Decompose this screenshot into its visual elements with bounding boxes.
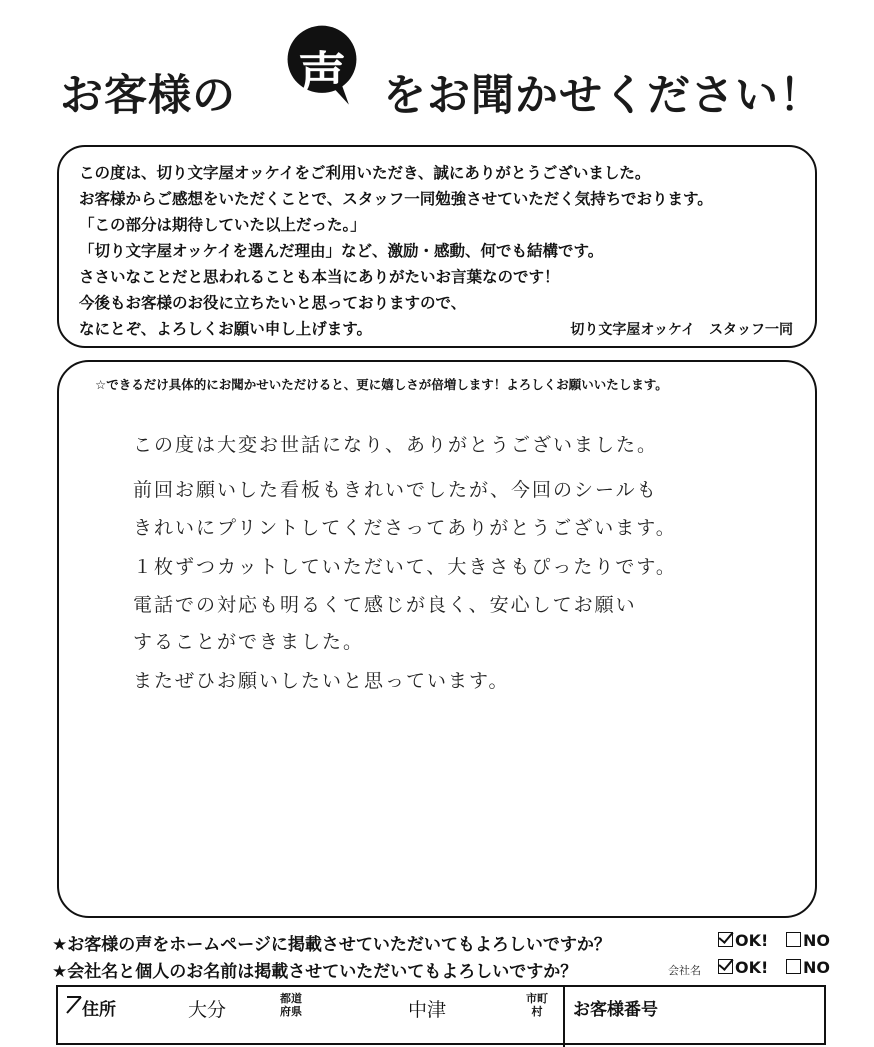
city-value: 中津 [408,999,447,1021]
handwritten-line: 前回お願いした看板もきれいでしたが、今回のシールも [133,479,658,501]
intro-line: 「この部分は期待していた以上だった。」 [79,216,366,234]
permission-question-2: ★会社名と個人のお名前は掲載させていただいてもよろしいですか？ [52,962,578,982]
intro-box [57,145,817,348]
prefecture-unit: 都道 府県 [280,992,302,1018]
table-divider [563,987,565,1047]
intro-line: 「切り文字屋オッケイを選んだ理由」など、激励・感動、何でも結構です。 [79,242,604,260]
handwritten-line: この度は大変お世話になり、ありがとうございました。 [133,434,659,456]
city-unit: 市町 村 [526,992,548,1018]
address-label: 住所 [82,1000,116,1020]
address-table [56,985,826,1045]
intro-line: お客様からご感想をいただくことで、スタッフ一同勉強させていただく気持ちでおります。 [79,190,713,208]
q1-no-option[interactable]: NO [786,931,830,950]
title-right: をお聞かせください！ [383,71,823,121]
handwritten-line: またぜひお願いしたいと思っています。 [133,670,510,692]
checkbox-icon[interactable] [786,959,801,974]
handwritten-line: きれいにプリントしてくださってありがとうございます。 [133,517,677,539]
customer-number-label: お客様番号 [573,1000,658,1020]
q1-ok-option[interactable]: OK! [718,931,768,950]
checkbox-checked-icon[interactable] [718,932,733,947]
intro-line: 今後もお客様のお役に立ちたいと思っておりますので、 [79,294,467,312]
staff-signature: 切り文字屋オッケイ スタッフ一同 [570,322,793,338]
page-title [0,20,874,135]
prefecture-value: 大分 [188,999,227,1021]
intro-line: この度は、切り文字屋オッケイをご利用いただき、誠にありがとうございました。 [79,164,651,182]
comment-note: ☆できるだけ具体的にお聞かせいただけると、更に嬉しさが倍増します！よろしくお願いいたします。 [95,377,668,392]
intro-line: ささいなことだと思われることも本当にありがたいお言葉なのです！ [79,268,560,286]
handwritten-line: することができました。 [133,631,365,653]
pencil-mark-icon [65,993,83,1015]
title-left: お客様の [60,71,236,121]
company-name-note: 会社名 [668,964,701,977]
q2-no-option[interactable]: NO [786,958,830,977]
checkbox-checked-icon[interactable] [718,959,733,974]
comment-box [57,360,817,918]
q2-ok-option[interactable]: OK! [718,958,768,977]
handwritten-line: 電話での対応も明るくて感じが良く、安心してお願い [133,594,637,616]
intro-line: なにとぞ、よろしくお願い申し上げます。 [79,320,372,338]
permission-question-1: ★お客様の声をホームページに掲載させていただいてもよろしいですか？ [52,935,611,955]
title-bubble-text: 声 [297,47,346,103]
checkbox-icon[interactable] [786,932,801,947]
handwritten-line: １枚ずつカットしていただいて、大きさもぴったりです。 [133,556,677,578]
